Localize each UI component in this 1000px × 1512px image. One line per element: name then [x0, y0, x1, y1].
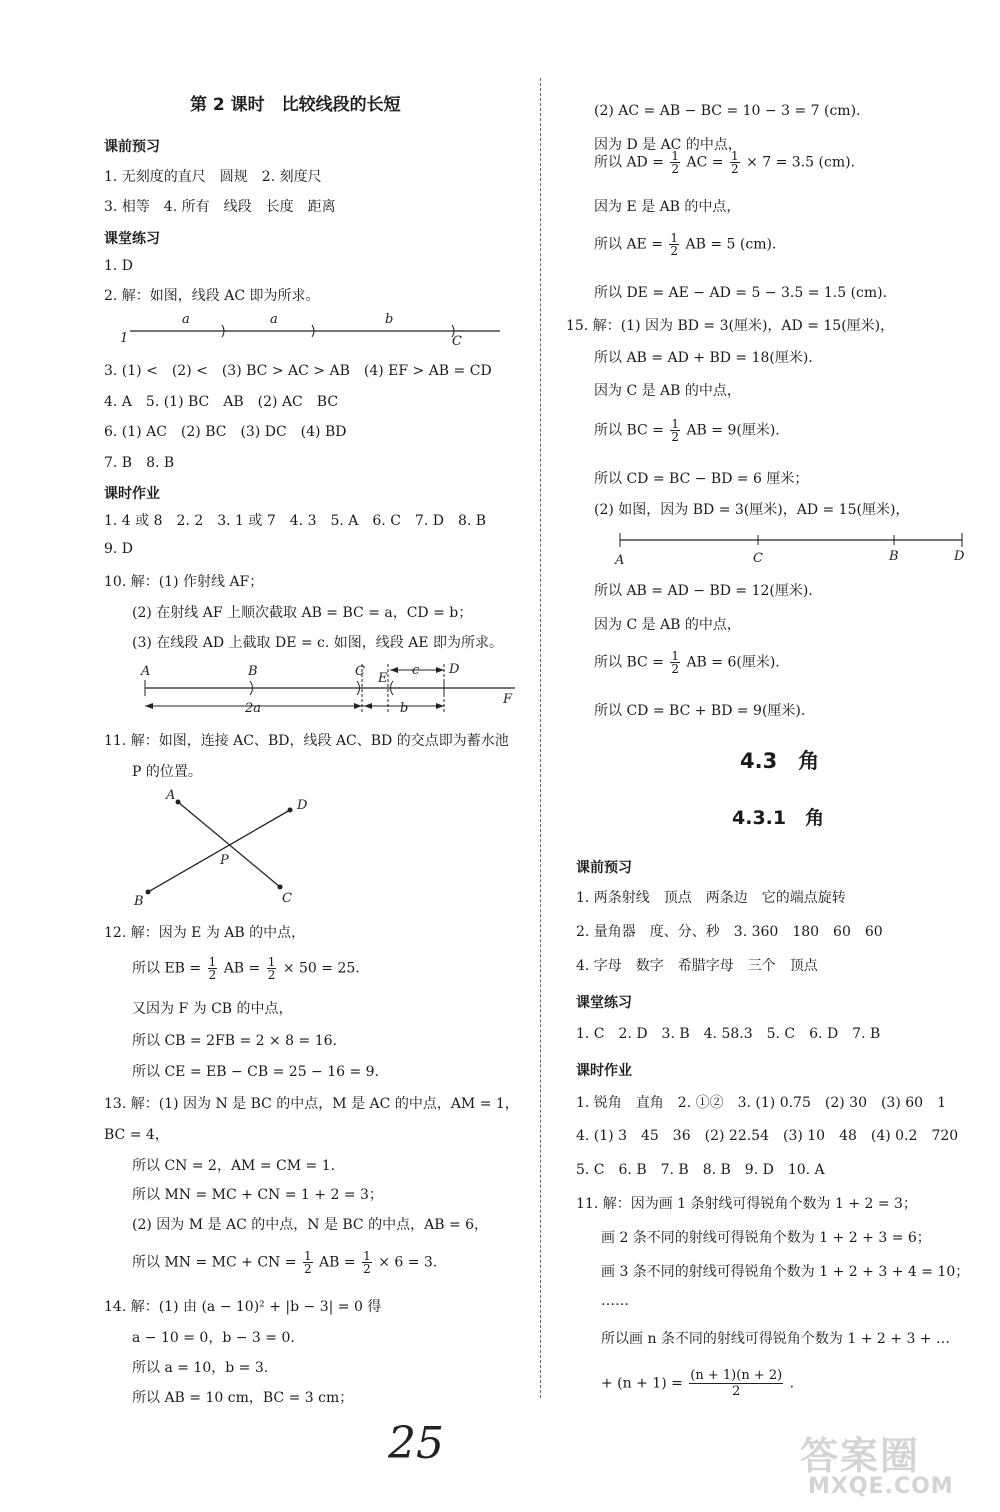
homework-answer-11: 11. 解：如图，连接 AC、BD，线段 AC、BD 的交点即为蓄水池: [104, 733, 509, 749]
preview2-answer-4: 4. 字母 数字 希腊字母 三个 顶点: [576, 958, 818, 974]
preview-answer-1: 1. 无刻度的直尺 圆规 2. 刻度尺: [104, 169, 322, 185]
section-heading-homework-2: 课时作业: [576, 1063, 632, 1079]
fig10-label-2a: 2a: [245, 701, 262, 716]
class-answer-2: 2. 解：如图，线段 AC 即为所求。: [104, 288, 320, 304]
homework2-answer-4: 4. (1) 3 45 36 (2) 22.54 (3) 10 48 (4) 0.2 720: [576, 1128, 959, 1144]
homework2-answer-11-line3: 画 3 条不同的射线可得锐角个数为 1 + 2 + 3 + 4 = 10；: [601, 1264, 970, 1280]
homework-answer-12-step4: 所以 CE = EB − CB = 25 − 16 = 9.: [132, 1064, 380, 1080]
fig11-label-P: P: [220, 853, 229, 868]
answer-15: 15. 解：(1) 因为 BD = 3(厘米)，AD = 15(厘米)，: [566, 318, 895, 334]
fig11-label-B: B: [134, 894, 144, 909]
fig10-label-D: D: [449, 662, 460, 677]
answer-14-part2: (2) AC = AB − BC = 10 − 3 = 7 (cm).: [594, 103, 861, 119]
homework-answer-1: 1. 4 或 8 2. 2 3. 1 或 7 4. 3 5. A 6. C 7. D 8. B: [104, 513, 487, 529]
answer-15-line5: 所以 CD = BC − BD = 6 厘米；: [594, 471, 809, 487]
fig11-label-C: C: [282, 891, 292, 906]
homework-answer-11-cont: P 的位置。: [132, 764, 202, 780]
preview2-answer-1: 1. 两条射线 顶点 两条边 它的端点旋转: [576, 890, 846, 906]
fig11-label-A: A: [166, 788, 176, 803]
answer-14-line3: 所以 AD = $\frac{1}{2}$ AC = $\frac{1}{2}$ × 7 = 3.5 (cm).: [594, 149, 856, 176]
homework-answer-12-step1: 所以 EB = $\frac{1}{2}$ AB = $\frac{1}{2}$ × 50 = 25.: [132, 955, 360, 982]
answer-15-line8: 所以 BC = $\frac{1}{2}$ AB = 6(厘米).: [594, 649, 780, 676]
homework2-answer-11-line6: + (n + 1) = $\frac{(n + 1)(n + 2)}{2}$ .: [601, 1368, 795, 1399]
answer-15-part2: (2) 如图，因为 BD = 3(厘米)，AD = 15(厘米)，: [594, 502, 910, 518]
fig10-label-C: C: [355, 664, 365, 679]
fig15-label-B: B: [889, 549, 899, 564]
homework-answer-14: 14. 解：(1) 由 (a − 10)² + |b − 3| = 0 得: [104, 1299, 382, 1315]
fig10-label-c: c: [412, 663, 420, 678]
section-heading-preview: 课前预习: [104, 139, 160, 155]
fig2-start-label: 1: [120, 331, 129, 346]
homework-answer-12-step2: 又因为 F 为 CB 的中点，: [132, 1001, 293, 1017]
class-answer-6: 6. (1) AC (2) BC (3) DC (4) BD: [104, 424, 347, 440]
section-heading-class: 课堂练习: [104, 231, 160, 247]
watermark-logo: 答案圈: [800, 1434, 921, 1478]
class2-answer-1: 1. C 2. D 3. B 4. 58.3 5. C 6. D 7. B: [576, 1026, 881, 1042]
fig2-label-a2: a: [270, 312, 278, 327]
section-heading-class-2: 课堂练习: [576, 995, 632, 1011]
answer-15-line6: 所以 AB = AD − BD = 12(厘米).: [594, 583, 813, 599]
answer-15-line2: 所以 AB = AD + BD = 18(厘米).: [594, 350, 813, 366]
class-answer-4: 4. A 5. (1) BC AB (2) AC BC: [104, 394, 339, 410]
homework-answer-9: 9. D: [104, 541, 134, 557]
homework-answer-14-step1: a − 10 = 0，b − 3 = 0.: [132, 1330, 295, 1346]
fig10-label-E: E: [378, 671, 388, 686]
fig15-label-A: A: [615, 553, 625, 568]
answer-14-line5: 所以 AE = $\frac{1}{2}$ AB = 5 (cm).: [594, 231, 777, 258]
homework-answer-10: 10. 解：(1) 作射线 AF；: [104, 574, 264, 590]
answer-14-line2: 因为 D 是 AC 的中点，: [594, 137, 742, 153]
fig2-label-c: C: [452, 334, 462, 349]
homework-answer-13-part2: (2) 因为 M 是 AC 的中点，N 是 BC 的中点，AB = 6，: [132, 1217, 489, 1233]
homework-answer-13-step1: 所以 CN = 2，AM = CM = 1.: [132, 1158, 336, 1174]
fig15-label-C: C: [753, 551, 763, 566]
homework-answer-13-step3: 所以 MN = MC + CN = $\frac{1}{2}$ AB = $\frac{1}{2}$ × 6 = 3.: [132, 1249, 438, 1276]
section-title-4-3-1: 4.3.1 角: [732, 807, 825, 829]
fig11-label-D: D: [297, 798, 308, 813]
lesson-title: 第 2 课时 比较线段的长短: [190, 95, 401, 115]
homework2-answer-5: 5. C 6. B 7. B 8. B 9. D 10. A: [576, 1162, 825, 1178]
fig2-label-a1: a: [182, 312, 190, 327]
homework-answer-13: 13. 解：(1) 因为 N 是 BC 的中点，M 是 AC 的中点，AM = 1，: [104, 1096, 519, 1112]
section-title-4-3: 4.3 角: [740, 749, 820, 773]
homework-answer-13-step2: 所以 MN = MC + CN = 1 + 2 = 3；: [132, 1187, 383, 1203]
class-answer-1: 1. D: [104, 258, 134, 274]
fig10-label-A: A: [141, 664, 151, 679]
homework-answer-10-step2: (2) 在射线 AF 上顺次截取 AB = BC = a，CD = b；: [132, 605, 473, 621]
homework-answer-14-step3: 所以 AB = 10 cm，BC = 3 cm；: [132, 1390, 354, 1406]
answer-14-line4: 因为 E 是 AB 的中点，: [594, 199, 741, 215]
answer-15-line7: 因为 C 是 AB 的中点，: [594, 617, 741, 633]
fig10-label-B: B: [248, 664, 258, 679]
watermark-url: MXQE.COM: [808, 1474, 954, 1499]
answer-15-line3: 因为 C 是 AB 的中点，: [594, 383, 741, 399]
answer-15-line4: 所以 BC = $\frac{1}{2}$ AB = 9(厘米).: [594, 417, 780, 444]
preview2-answer-2: 2. 量角器 度、分、秒 3. 360 180 60 60: [576, 924, 883, 940]
answer-15-line9: 所以 CD = BC + BD = 9(厘米).: [594, 703, 806, 719]
homework2-answer-11-line5: 所以画 n 条不同的射线可得锐角个数为 1 + 2 + 3 + …: [601, 1331, 950, 1347]
section-heading-homework: 课时作业: [104, 486, 160, 502]
fig15-label-D: D: [954, 549, 965, 564]
class-answer-3: 3. (1) < (2) < (3) BC > AC > AB (4) EF > AB = CD: [104, 363, 492, 379]
homework2-answer-11-line4: ……: [601, 1293, 629, 1309]
page-number: 25: [388, 1418, 444, 1469]
answer-14-line6: 所以 DE = AE − AD = 5 − 3.5 = 1.5 (cm).: [594, 285, 888, 301]
homework-answer-10-step3: (3) 在线段 AD 上截取 DE = c. 如图，线段 AE 即为所求。: [132, 635, 504, 651]
homework-answer-12-step3: 所以 CB = 2FB = 2 × 8 = 16.: [132, 1033, 337, 1049]
homework-answer-14-step2: 所以 a = 10，b = 3.: [132, 1360, 269, 1376]
section-heading-preview-2: 课前预习: [576, 860, 632, 876]
class-answer-7: 7. B 8. B: [104, 455, 175, 471]
fig10-label-b: b: [400, 701, 409, 716]
homework2-answer-11: 11. 解：因为画 1 条射线可得锐角个数为 1 + 2 = 3；: [576, 1196, 917, 1212]
homework2-answer-1: 1. 锐角 直角 2. ①② 3. (1) 0.75 (2) 30 (3) 60 1: [576, 1095, 946, 1111]
fig2-label-b: b: [385, 312, 394, 327]
homework2-answer-11-line2: 画 2 条不同的射线可得锐角个数为 1 + 2 + 3 = 6；: [601, 1230, 931, 1246]
homework-answer-12: 12. 解：因为 E 为 AB 的中点，: [104, 925, 306, 941]
preview-answer-3: 3. 相等 4. 所有 线段 长度 距离: [104, 199, 336, 215]
fig10-label-F: F: [503, 692, 513, 707]
homework-answer-13-cont: BC = 4，: [104, 1127, 169, 1143]
